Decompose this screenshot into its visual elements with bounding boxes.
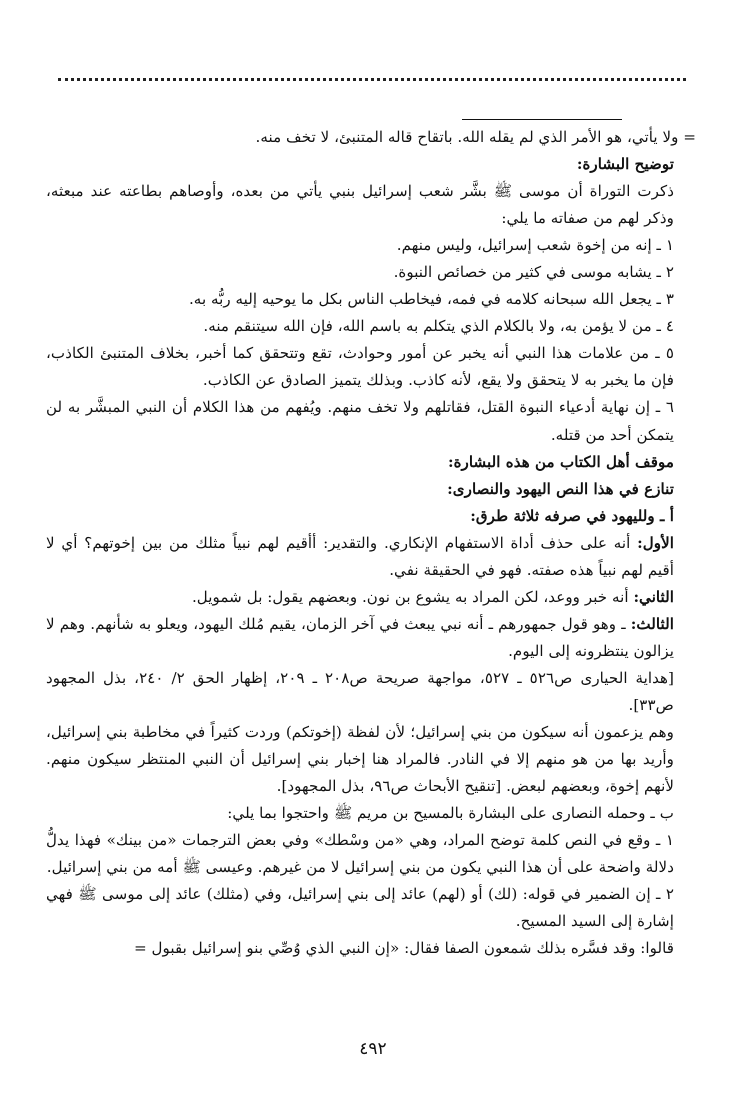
paragraph: وهم يزعمون أنه سيكون من بني إسرائيل؛ لأن لفظة (إخوتكم) وردت كثيراً في مخاطبة بني إسرائيل، وأريد بها من هو منهم إلا في النادر. فالمراد هنا إخبار بني إسرائيل أن النبي المنتظر سيكون منهم. لأنهم إخوة، وبعضهم لبعض. [تنقيح الأبحاث ص٩٦، بذل المجهود]. [46, 723, 674, 796]
section-heading: تنازع في هذا النص اليهود والنصارى: [447, 479, 674, 498]
body-text [46, 124, 696, 962]
paragraph-lead: الثالث: [630, 614, 674, 633]
page-number: ٤٩٢ [359, 1039, 387, 1059]
list-item: ١ ـ وقع في النص كلمة توضح المراد، وهي «من وسْطك» وفي بعض الترجمات «من بينك» فهذا يدلُّ دلالة واضحة على أن هذا النبي يكون من بني إسرائيل لا من غيرهم. وعيسى ﷺ أمه من بني إسرائيل. [46, 831, 674, 877]
paragraph: ذكرت التوراة أن موسى ﷺ بشَّر شعب إسرائيل بنبي يأتي من بعده، وأوصاهم بطاعته عند مبعثه، وذكر لهم من صفاته ما يلي: [46, 182, 674, 228]
list-item: ٢ ـ إن الضمير في قوله: (لك) أو (لهم) عائد إلى بني إسرائيل، وفي (مثلك) عائد إلى موسى ﷺ فهي إشارة إلى السيد المسيح. [46, 885, 674, 931]
paragraph-body: أنه خبر ووعد، لكن المراد به يشوع بن نون. وبعضهم يقول: بل شمويل. [191, 587, 634, 606]
list-item: ١ ـ إنه من إخوة شعب إسرائيل، وليس منهم. [396, 236, 674, 255]
list-item: ٣ ـ يجعل الله سبحانه كلامه في فمه، فيخاطب الناس بكل ما يوحيه إليه ربُّه به. [188, 290, 674, 309]
section-heading: توضيح البشارة: [576, 155, 674, 174]
list-item: ٥ ـ من علامات هذا النبي أنه يخبر عن أمور وحوادث، تقع وتتحقق كما أخبر، بخلاف المتنبئ الكاذب، فإن ما يخبر به لا يتحقق ولا يقع، لأنه كاذب. وبذلك يتميز الصادق عن الكاذب. [46, 344, 675, 390]
footnote-rule [462, 119, 622, 120]
paragraph-body: أنه على حذف أداة الاستفهام الإنكاري. والتقدير: أأقيم لهم نبياً مثلك من بين إخوتهم؟ أي لا أقيم لهم نبياً هذه صفته. فهو في الحقيقة نفي. [46, 533, 674, 579]
paragraph-lead: الثاني: [633, 587, 674, 606]
paragraph-lead: الأول: [637, 533, 674, 552]
reference: [هداية الحيارى ص٥٢٦ ـ ٥٢٧، مواجهة صريحة ص٢٠٨ ـ ٢٠٩، إظهار الحق ٢/ ٢٤٠، بذل المجهود ص٣٣]. [46, 668, 674, 714]
paragraph [46, 584, 696, 611]
list-item: ٦ ـ إن نهاية أدعياء النبوة القتل، فقاتلهم ولا تخف منهم. ويُفهم من هذا الكلام أن النبي المبشَّر به لن يتمكن أحد من قتله. [46, 398, 674, 444]
paragraph-continuation: = ولا يأتي، هو الأمر الذي لم يقله الله. باتقاح قاله المتنبئ، لا تخف منه. [255, 128, 696, 146]
list-item: ٢ ـ يشابه موسى في كثير من خصائص النبوة. [393, 263, 674, 282]
paragraph: قالوا: وقد فسَّره بذلك شمعون الصفا فقال: «إن النبي الذي وُصِّي بنو إسرائيل بقبول = [133, 939, 674, 958]
paragraph-body: ـ وهو قول جمهورهم ـ أنه نبي يبعث في آخر الزمان، يقيم مُلك اليهود، ويعلو به شأنهم. وهم لا يزالون ينتظرونه إلى اليوم. [46, 614, 674, 660]
paragraph [46, 611, 696, 665]
section-heading: موقف أهل الكتاب من هذه البشارة: [447, 452, 674, 471]
paragraph: ب ـ وحمله النصارى على البشارة بالمسيح بن مريم ﷺ واحتجوا بما يلي: [227, 804, 674, 823]
list-item: ٤ ـ من لا يؤمن به، ولا بالكلام الذي يتكلم به باسم الله، فإن الله سيتنقم منه. [203, 317, 674, 336]
dotted-separator [58, 78, 686, 81]
section-heading: أ ـ ولليهود في صرفه ثلاثة طرق: [470, 506, 674, 525]
paragraph [46, 530, 696, 584]
